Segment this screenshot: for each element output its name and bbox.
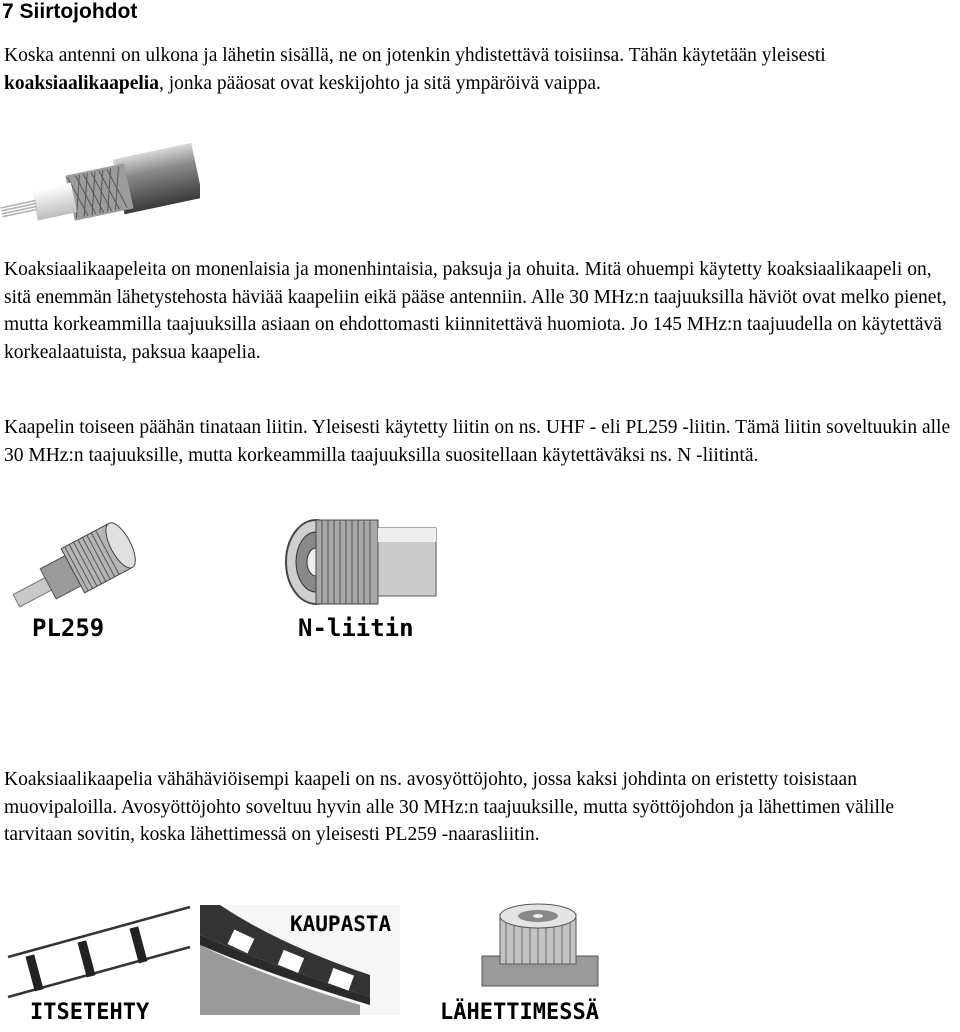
coax-cable-image [0, 135, 200, 255]
n-connector-image [282, 512, 442, 612]
lahettimessa-label: LÄHETTIMESSÄ [440, 1000, 599, 1025]
paragraph-intro-text-1: Koska antenni on ulkona ja lähetin sisällä, ne on jotenkin yhdistettävä toisiinsa. Tähän käytetään yleisesti [4, 45, 826, 66]
paragraph-connectors: Kaapelin toiseen päähän tinataan liitin. Yleisesti käytetty liitin on ns. UHF - eli PL259 -liitin. Tämä liitin soveltuukin alle 30 MHz:n taajuuksille, mutta korkeammilla taajuuksilla suositellaan käytettäväksi ns. N -liitintä. [4, 417, 951, 466]
kaupasta-label: KAUPASTA [290, 912, 392, 936]
section-heading: 7 Siirtojohdot [2, 0, 138, 23]
paragraph-intro-text-2: , jonka pääosat ovat keskijohto ja sitä ympäröivä vaippa. [158, 72, 601, 94]
pl259-connector-image [0, 512, 160, 622]
chassis-socket-image [470, 896, 610, 996]
paragraph-open-wire: Koaksiaalikaapelia vähähäviöisempi kaapeli on ns. avosyöttöjohto, jossa kaksi johdinta on eristetty toisistaan muovipaloilla. Avosyöttöjohto soveltuu hyvin alle 30 MHz:n taajuuksille, mutta syöttöjohdon ja lähettimen välille tarvitaan sovitin, koska lähettimessä on yleisesti PL259 -naarasliitin. [4, 769, 895, 845]
n-liitin-label: N-liitin [298, 614, 414, 642]
pl259-label: PL259 [32, 614, 105, 642]
ladder-line-homemade-image [4, 905, 194, 1005]
paragraph-coax-types: Koaksiaalikaapeleita on monenlaisia ja monenhintaisia, paksuja ja ohuita. Mitä ohuempi käytetty koaksiaalikaapeli on, sitä enemmän lähetystehosta häviää kaapeliin eikä pääse antenniin. Alle 30 MHz:n taajuuksilla häviöt ovat melko pienet, mutta korkeammilla taajuuksilla asiaan on ehdottomasti kiinnitettävä huomiota. Jo 145 MHz:n taajuudella on käytettävä korkealaatuista, paksua kaapelia. [4, 259, 947, 363]
itsetehty-label: ITSETEHTY [30, 1000, 150, 1025]
paragraph-intro-bold-term: koaksiaalikaapelia [4, 72, 159, 94]
paragraph-intro [4, 42, 956, 97]
